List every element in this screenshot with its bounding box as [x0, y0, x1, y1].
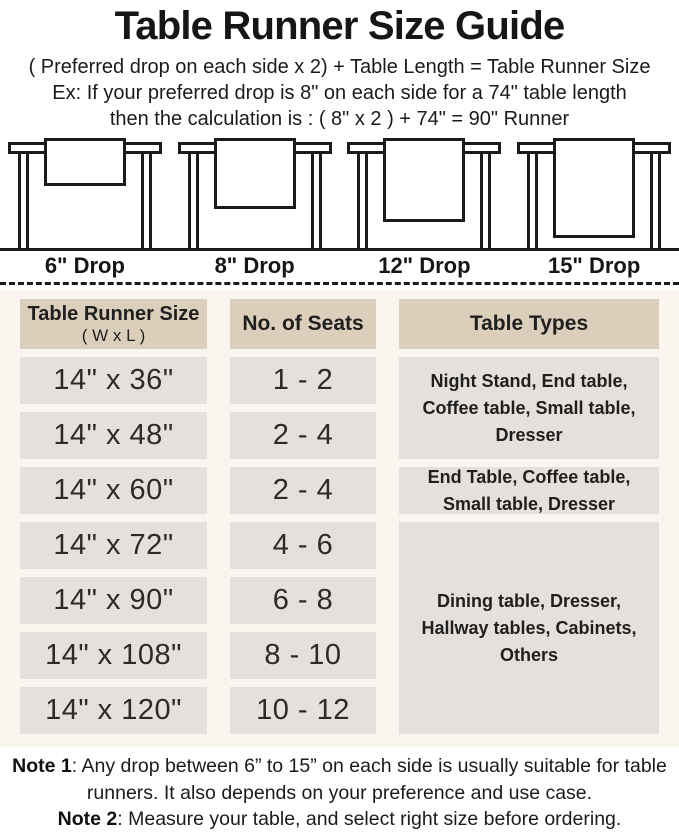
note-1-text: : Any drop between 6” to 15” on each side is usually suitable for table runners. It also depends on your preference and use case. [71, 755, 667, 804]
size-grid [20, 299, 660, 734]
drop-figure-8 [170, 135, 340, 248]
note-2 [6, 806, 673, 833]
seats-cell-5: 6 - 8 [230, 577, 376, 624]
drop-label-6: 6" Drop [44, 253, 125, 278]
dashed-divider [0, 282, 679, 285]
seats-cell-3: 2 - 4 [230, 467, 376, 514]
drop-label-15: 15" Drop [547, 253, 641, 278]
note-1 [6, 753, 673, 806]
runner-rect [215, 140, 294, 208]
runner-rect [385, 140, 464, 221]
types-cell-group-2: End Table, Coffee table, Small table, Dresser [399, 467, 659, 514]
header-table-types-title: Table Types [469, 312, 589, 335]
drop-figure-15 [509, 135, 679, 248]
drop-illustrations [0, 135, 679, 248]
header-seats [230, 299, 376, 349]
formula-text: ( Preferred drop on each side x 2) + Table Length = Table Runner Size [28, 56, 651, 78]
size-cell-14x120: 14" x 120" [20, 687, 207, 734]
header-runner-size-sub: ( W x L ) [81, 326, 146, 345]
header-runner-size-title: Table Runner Size [27, 303, 200, 325]
drop-figure-6 [0, 135, 170, 248]
header-block [0, 0, 679, 132]
types-cell-group-1: Night Stand, End table, Coffee table, Small table, Dresser [399, 357, 659, 459]
seats-cell-1: 1 - 2 [230, 357, 376, 404]
size-cell-14x36: 14" x 36" [20, 357, 207, 404]
example-line-2: then the calculation is : ( 8" x 2 ) + 74" = 90" Runner [109, 108, 570, 130]
page-title: Table Runner Size Guide [114, 4, 565, 48]
size-cell-14x60: 14" x 60" [20, 467, 207, 514]
seats-cell-7: 10 - 12 [230, 687, 376, 734]
seats-cell-2: 2 - 4 [230, 412, 376, 459]
table-drop-6-icon [5, 135, 165, 248]
drop-labels-row [0, 251, 679, 282]
size-cell-14x90: 14" x 90" [20, 577, 207, 624]
size-table-section [0, 290, 679, 747]
note-2-label: Note 2 [57, 808, 118, 830]
runner-rect [555, 140, 634, 237]
size-cell-14x108: 14" x 108" [20, 632, 207, 679]
seats-cell-4: 4 - 6 [230, 522, 376, 569]
note-2-text: : Measure your table, and select right size before ordering. [117, 808, 622, 830]
seats-cell-6: 8 - 10 [230, 632, 376, 679]
size-cell-14x72: 14" x 72" [20, 522, 207, 569]
header-runner-size [20, 299, 207, 349]
drop-label-8: 8" Drop [214, 253, 295, 278]
drop-label-12: 12" Drop [378, 253, 471, 278]
table-drop-8-icon [175, 135, 335, 248]
types-cell-group-3: Dining table, Dresser, Hallway tables, Cabinets, Others [399, 522, 659, 734]
header-seats-title: No. of Seats [242, 312, 364, 335]
table-drop-12-icon [344, 135, 504, 248]
note-1-label: Note 1 [12, 755, 72, 777]
table-drop-15-icon [514, 135, 674, 248]
notes-block [0, 747, 679, 833]
header-table-types [399, 299, 659, 349]
example-line-1: Ex: If your preferred drop is 8" on each side for a 74" table length [52, 82, 627, 104]
size-cell-14x48: 14" x 48" [20, 412, 207, 459]
drop-figure-12 [340, 135, 510, 248]
runner-rect [45, 140, 124, 185]
